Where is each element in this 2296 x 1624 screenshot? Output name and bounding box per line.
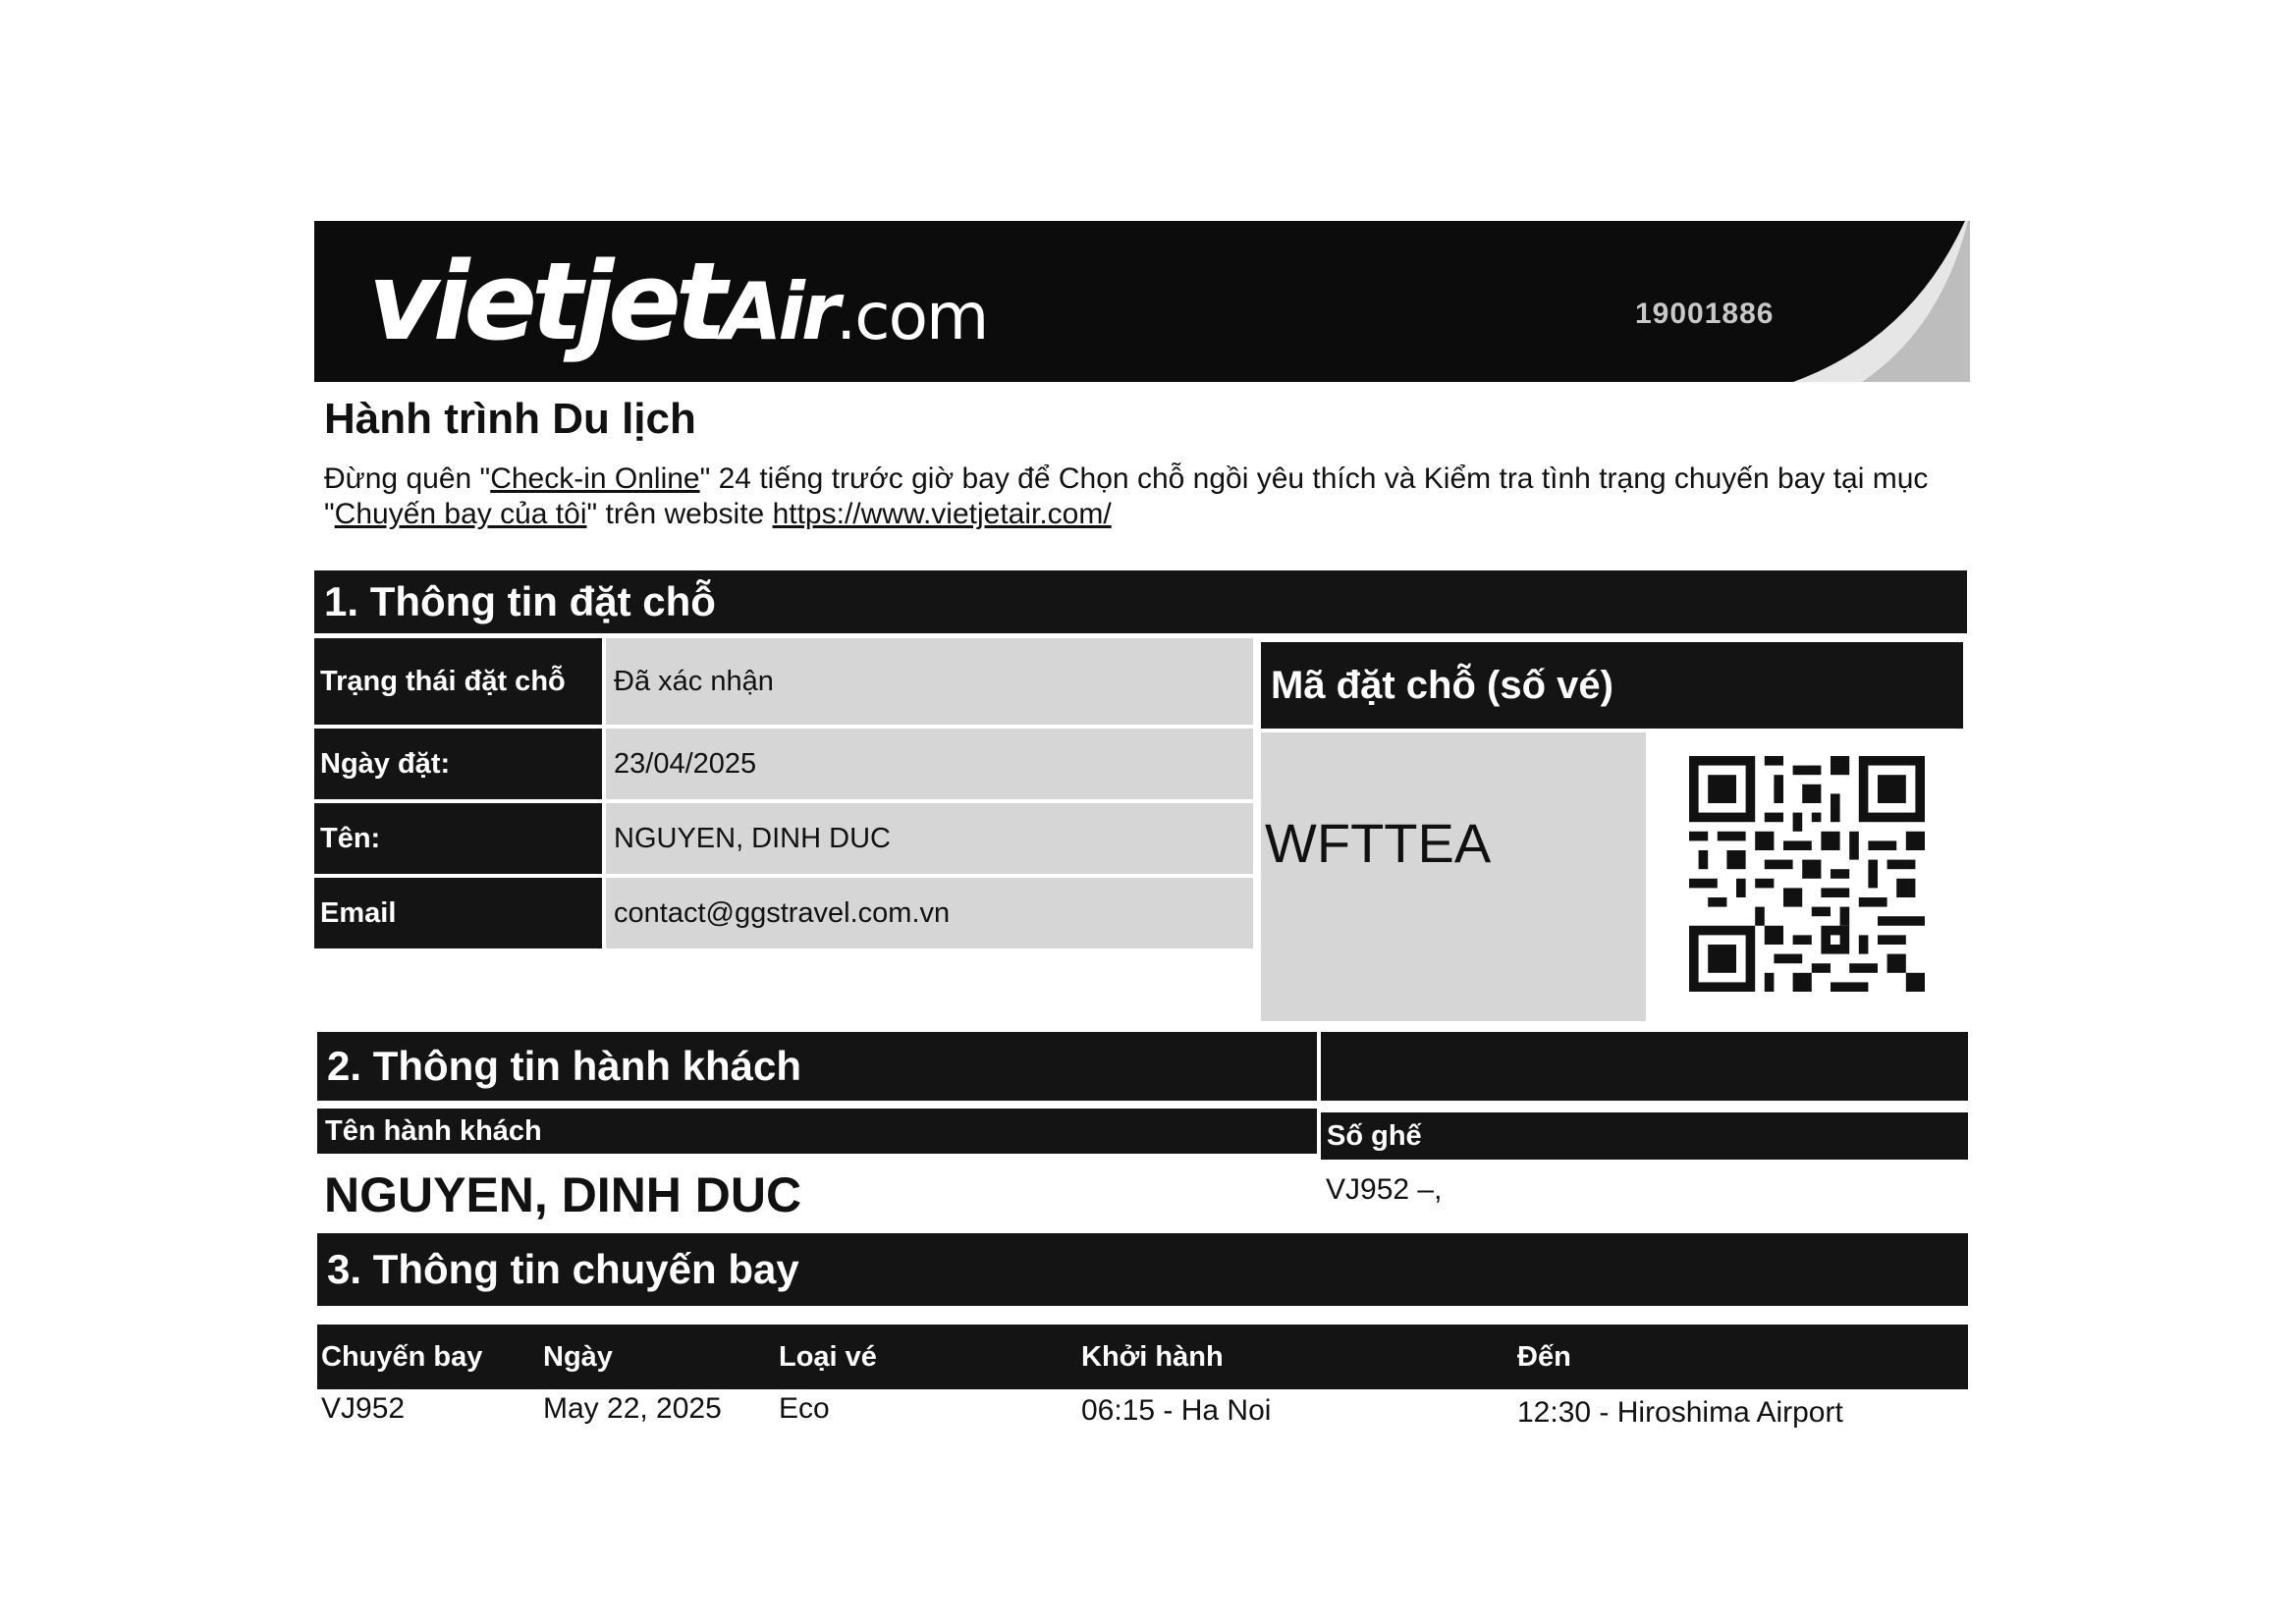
checkin-notice: Đừng quên "Check-in Online" 24 tiếng trước giờ bay để Chọn chỗ ngồi yêu thích và Kiểm tra tình trạng chuyến bay tại mục "Chuyến bay của tôi" trên website https://www.vietjetair.com/ xyxy=(324,462,1929,530)
booking-date-label: Ngày đặt: xyxy=(314,729,602,799)
booking-name-label: Tên: xyxy=(314,803,602,874)
document-title: Hành trình Du lịch xyxy=(324,395,696,443)
checkin-online-link[interactable]: Check-in Online xyxy=(490,462,700,495)
passenger-section-header-right xyxy=(1321,1032,1968,1101)
booking-name-value: NGUYEN, DINH DUC xyxy=(606,803,1253,874)
my-flight-link[interactable]: Chuyến bay của tôi xyxy=(334,498,587,530)
departure-column-header: Khởi hành xyxy=(1081,1341,1224,1373)
booking-status-label: Trạng thái đặt chỗ xyxy=(314,638,602,725)
pnr-code: WFTTEA xyxy=(1265,812,1492,874)
header-banner xyxy=(314,221,1970,382)
pnr-header: Mã đặt chỗ (số vé) xyxy=(1261,642,1963,729)
booking-status-value: Đã xác nhận xyxy=(606,638,1253,725)
flight-section-header: 3. Thông tin chuyến bay xyxy=(317,1233,1968,1306)
arrival-time-city: 12:30 - Hiroshima Airport xyxy=(1517,1396,1843,1429)
passenger-name-column-header: Tên hành khách xyxy=(317,1109,1317,1154)
flight-number-column-header: Chuyến bay xyxy=(321,1341,483,1373)
pnr-box xyxy=(1261,732,1646,1021)
qr-code-icon xyxy=(1689,756,1925,992)
passenger-name: NGUYEN, DINH DUC xyxy=(324,1167,802,1222)
fare-class: Eco xyxy=(779,1392,830,1425)
vietjet-logo: vietjetAir.com xyxy=(368,239,988,364)
booking-email-label: Email xyxy=(314,878,602,948)
flight-date: May 22, 2025 xyxy=(543,1392,722,1425)
flight-table-header xyxy=(317,1325,1968,1389)
booking-date-value: 23/04/2025 xyxy=(606,729,1253,799)
flight-number: VJ952 xyxy=(321,1392,406,1425)
booking-email-value: contact@ggstravel.com.vn xyxy=(606,878,1253,948)
fare-class-column-header: Loại vé xyxy=(779,1341,877,1373)
booking-section-header: 1. Thông tin đặt chỗ xyxy=(314,570,1967,633)
arrival-column-header: Đến xyxy=(1517,1341,1571,1373)
departure-time-city: 06:15 - Ha Noi xyxy=(1081,1394,1272,1427)
seat-column-header: Số ghế xyxy=(1321,1112,1968,1160)
passenger-section-header: 2. Thông tin hành khách xyxy=(317,1032,1317,1101)
date-column-header: Ngày xyxy=(543,1341,613,1373)
website-link[interactable]: https://www.vietjetair.com/ xyxy=(772,498,1112,530)
banner-swoosh-graphic xyxy=(1715,221,1970,382)
hotline-number: 19001886 xyxy=(1635,298,1775,330)
passenger-seat: VJ952 –, xyxy=(1326,1173,1443,1206)
flight-row xyxy=(317,1392,1968,1441)
